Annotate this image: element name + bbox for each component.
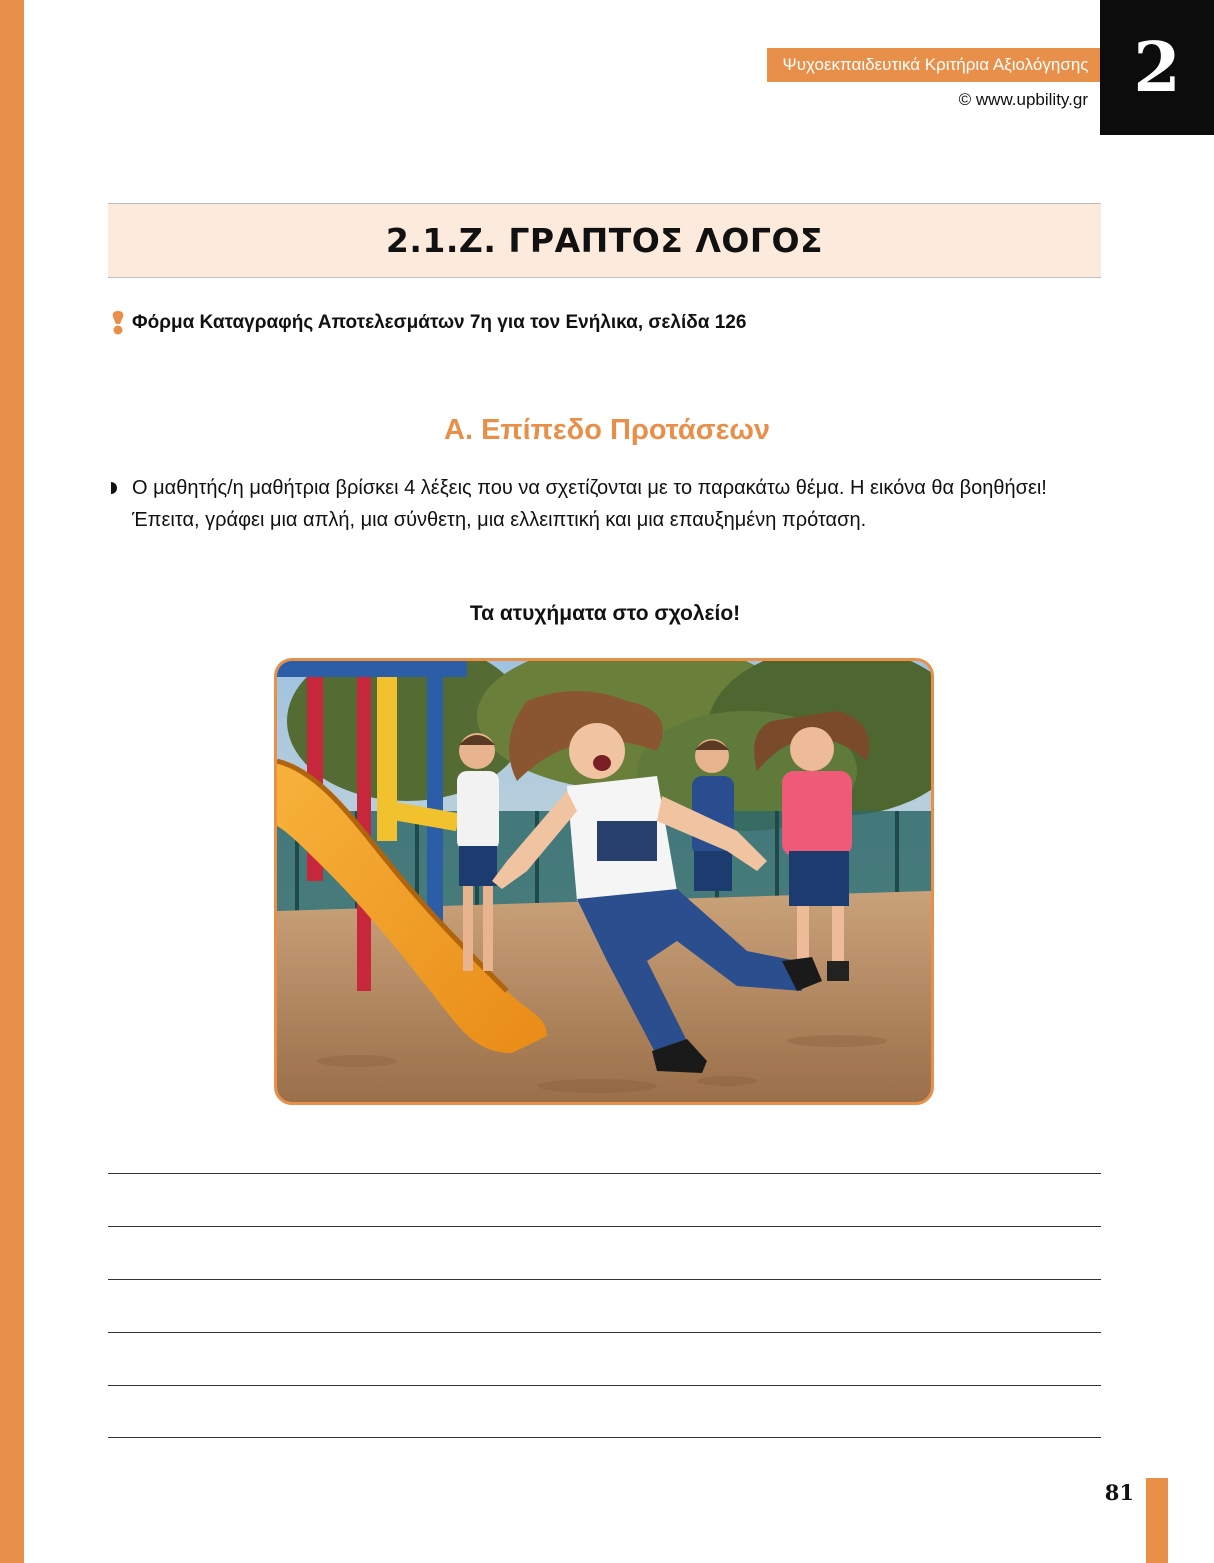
page-number-tab xyxy=(1146,1478,1168,1563)
left-margin-bar xyxy=(0,0,24,1563)
header-tag: Ψυχοεκπαιδευτικά Κριτήρια Αξιολόγησης xyxy=(767,48,1100,82)
form-reference-text: Φόρμα Καταγραφής Αποτελεσμάτων 7η για τον Ενήλικα, σελίδα 126 xyxy=(132,312,747,333)
section-heading: Α. Επίπεδο Προτάσεων xyxy=(444,414,770,446)
writing-line xyxy=(108,1385,1101,1386)
chapter-box xyxy=(1100,0,1214,135)
writing-line xyxy=(108,1173,1101,1174)
bullet-icon xyxy=(108,472,132,504)
writing-line xyxy=(108,1279,1101,1280)
playground-illustration xyxy=(274,658,934,1105)
title-band xyxy=(108,203,1101,278)
form-reference xyxy=(110,310,746,336)
playground-scene-image xyxy=(277,661,931,1102)
header-url: © www.upbility.gr xyxy=(958,90,1088,109)
writing-line xyxy=(108,1226,1101,1227)
page-number: 81 xyxy=(1104,1480,1134,1505)
instruction-text: Ο μαθητής/η μαθήτρια βρίσκει 4 λέξεις που να σχετίζονται με το παρακάτω θέμα. Η εικόνα θα βοηθήσει! Έπειτα, γράφει μια απλή, μια σύνθετη, μια ελλειπτική και μια επαυξημένη πρόταση. xyxy=(132,477,1047,531)
page-title: 2.1.Ζ. ΓΡΑΠΤΟΣ ΛΟΓΟΣ xyxy=(385,221,824,260)
chapter-number: 2 xyxy=(1133,27,1181,108)
writing-line xyxy=(108,1437,1101,1438)
instruction-block xyxy=(108,472,1088,536)
topic-caption: Τα ατυχήματα στο σχολείο! xyxy=(469,602,741,625)
writing-line xyxy=(108,1332,1101,1333)
reference-marker-icon xyxy=(110,310,126,336)
